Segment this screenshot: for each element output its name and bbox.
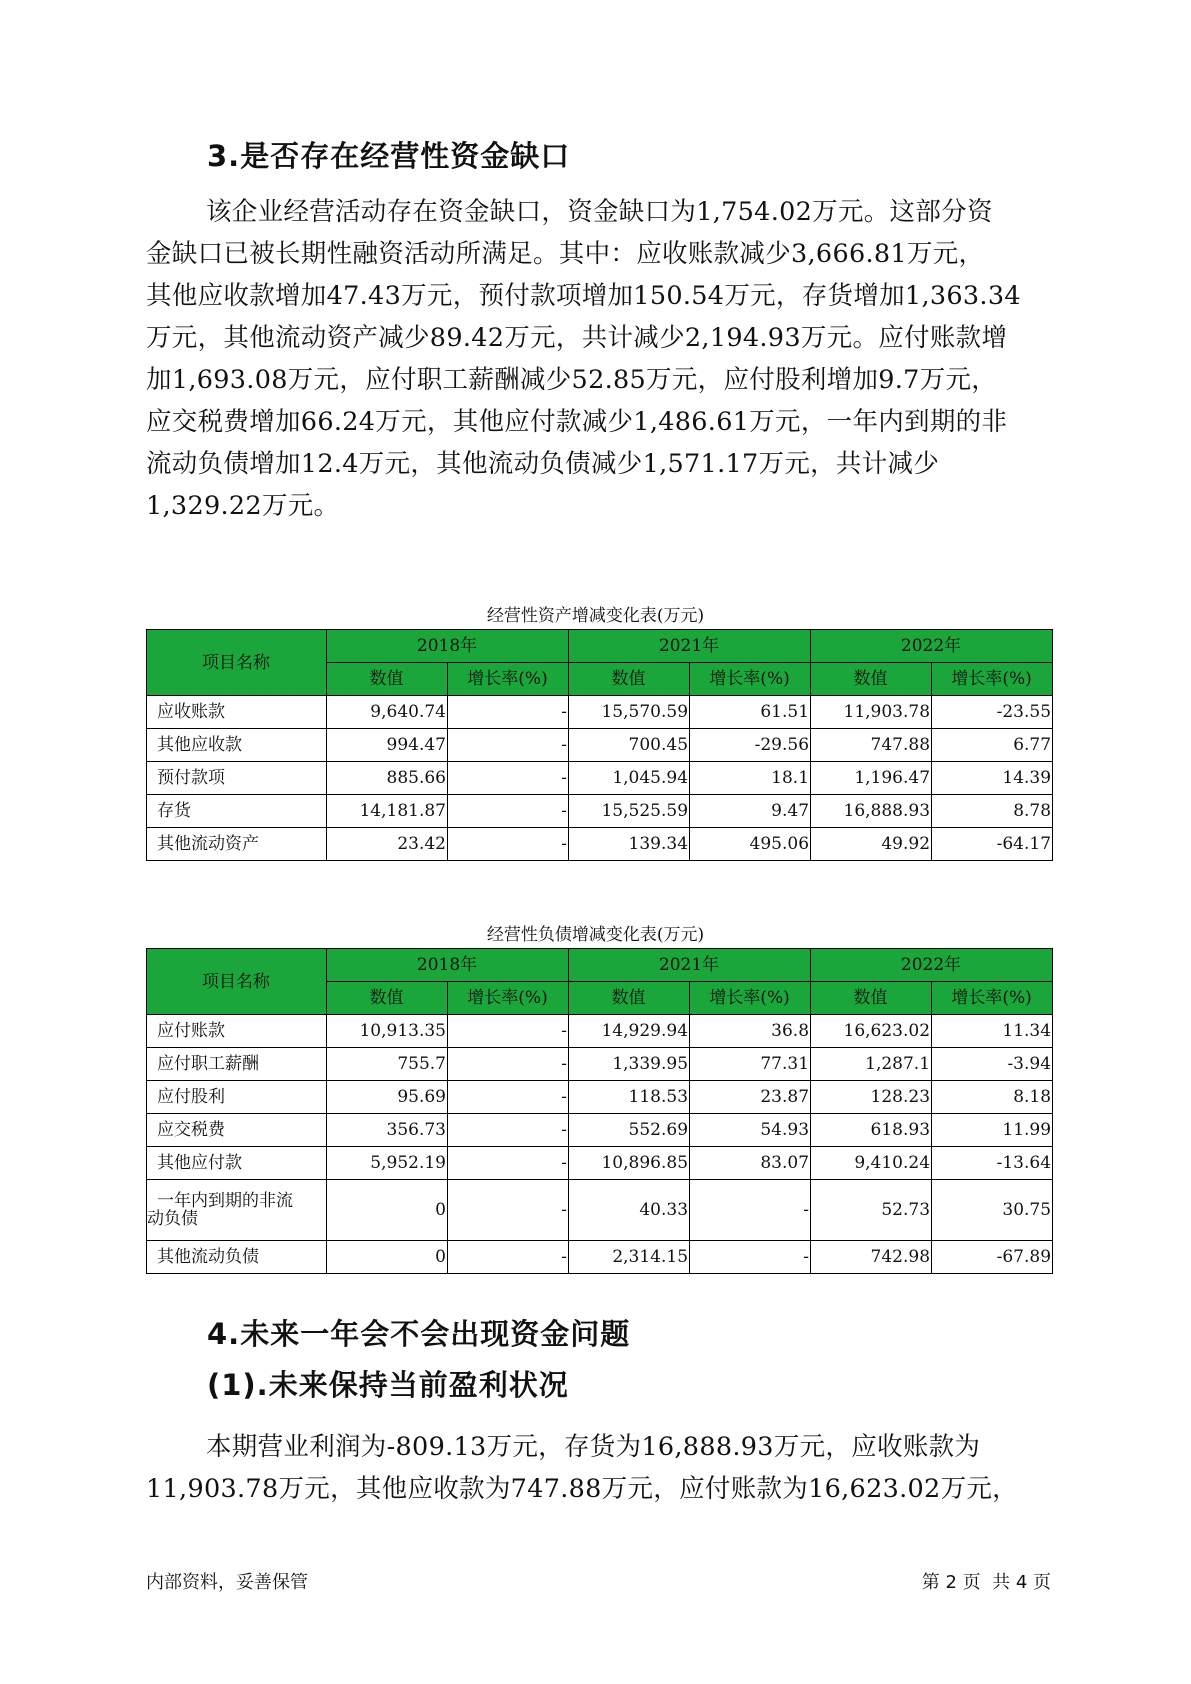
table-header-row: [147, 949, 1053, 982]
table-row: [147, 729, 1053, 762]
table-row: [147, 1081, 1053, 1114]
cell-growth: -: [448, 1114, 569, 1147]
paragraph-line: 加1,693.08万元，应付职工薪酬减少52.85万元，应付股利增加9.7万元，: [146, 365, 998, 395]
cell-value: 49.92: [811, 828, 932, 861]
paragraph-line: 本期营业利润为-809.13万元，存货为16,888.93万元，应收账款为: [206, 1432, 981, 1462]
header-growth: 增长率(%): [690, 982, 811, 1015]
assets-table: [146, 629, 1053, 861]
row-name: 其他流动资产: [147, 828, 327, 861]
cell-growth: 14.39: [932, 762, 1053, 795]
cell-growth: 61.51: [690, 696, 811, 729]
cell-growth: -29.56: [690, 729, 811, 762]
cell-value: 9,410.24: [811, 1147, 932, 1180]
row-name: 存货: [147, 795, 327, 828]
table-row: [147, 1015, 1053, 1048]
header-value: 数值: [327, 982, 448, 1015]
footer-confidential-note: 内部资料，妥善保管: [146, 1572, 308, 1593]
header-year: 2022年: [811, 630, 1053, 663]
section-4-paragraph: [146, 1426, 1046, 1510]
table-row: [147, 1180, 1053, 1241]
cell-value: 0: [327, 1241, 448, 1274]
header-growth: 增长率(%): [690, 663, 811, 696]
cell-value: 700.45: [569, 729, 690, 762]
cell-growth: 11.99: [932, 1114, 1053, 1147]
cell-growth: 18.1: [690, 762, 811, 795]
cell-value: 0: [327, 1180, 448, 1241]
cell-value: 16,623.02: [811, 1015, 932, 1048]
cell-growth: -64.17: [932, 828, 1053, 861]
cell-value: 1,339.95: [569, 1048, 690, 1081]
table-row: [147, 1241, 1053, 1274]
cell-value: 11,903.78: [811, 696, 932, 729]
cell-growth: -23.55: [932, 696, 1053, 729]
cell-value: 1,287.1: [811, 1048, 932, 1081]
cell-value: 15,570.59: [569, 696, 690, 729]
paragraph-line: 金缺口已被长期性融资活动所满足。其中：应收账款减少3,666.81万元，: [146, 239, 985, 269]
cell-growth: 11.34: [932, 1015, 1053, 1048]
cell-growth: 54.93: [690, 1114, 811, 1147]
section-3-paragraph: [146, 191, 1046, 527]
cell-value: 1,045.94: [569, 762, 690, 795]
table-row: [147, 795, 1053, 828]
cell-growth: 8.18: [932, 1081, 1053, 1114]
paragraph-line: 11,903.78万元，其他应收款为747.88万元，应付账款为16,623.02万元，: [146, 1474, 1018, 1504]
cell-growth: -: [448, 696, 569, 729]
cell-value: 14,181.87: [327, 795, 448, 828]
cell-value: 95.69: [327, 1081, 448, 1114]
row-name: 其他应付款: [147, 1147, 327, 1180]
cell-value: 618.93: [811, 1114, 932, 1147]
cell-growth: 495.06: [690, 828, 811, 861]
cell-growth: 23.87: [690, 1081, 811, 1114]
row-name: 其他流动负债: [147, 1241, 327, 1274]
cell-growth: -: [448, 828, 569, 861]
liabilities-table: [146, 948, 1053, 1274]
paragraph-line: 该企业经营活动存在资金缺口，资金缺口为1,754.02万元。这部分资: [206, 197, 993, 227]
cell-value: 52.73: [811, 1180, 932, 1241]
header-year: 2022年: [811, 949, 1053, 982]
cell-growth: -: [690, 1180, 811, 1241]
cell-value: 128.23: [811, 1081, 932, 1114]
table-row: [147, 828, 1053, 861]
cell-value: 747.88: [811, 729, 932, 762]
header-growth: 增长率(%): [448, 663, 569, 696]
cell-value: 15,525.59: [569, 795, 690, 828]
section-4-heading: 4.未来一年会不会出现资金问题: [207, 1317, 631, 1351]
header-growth: 增长率(%): [448, 982, 569, 1015]
assets-table-caption: 经营性资产增减变化表(万元): [486, 606, 705, 626]
cell-growth: -13.64: [932, 1147, 1053, 1180]
cell-growth: -: [690, 1241, 811, 1274]
cell-value: 755.7: [327, 1048, 448, 1081]
cell-growth: -: [448, 1048, 569, 1081]
header-value: 数值: [327, 663, 448, 696]
cell-value: 885.66: [327, 762, 448, 795]
cell-growth: 83.07: [690, 1147, 811, 1180]
row-name: 其他应收款: [147, 729, 327, 762]
cell-growth: 8.78: [932, 795, 1053, 828]
header-growth: 增长率(%): [932, 982, 1053, 1015]
header-year: 2021年: [569, 949, 811, 982]
cell-growth: -: [448, 1241, 569, 1274]
header-value: 数值: [811, 663, 932, 696]
paragraph-line: 应交税费增加66.24万元，其他应付款减少1,486.61万元，一年内到期的非: [146, 407, 1008, 437]
cell-value: 1,196.47: [811, 762, 932, 795]
row-name: 应付股利: [147, 1081, 327, 1114]
cell-growth: -: [448, 1147, 569, 1180]
table-row: [147, 1048, 1053, 1081]
cell-value: 552.69: [569, 1114, 690, 1147]
cell-value: 118.53: [569, 1081, 690, 1114]
cell-value: 139.34: [569, 828, 690, 861]
row-name: 应付职工薪酬: [147, 1048, 327, 1081]
row-name-line: 动负债: [147, 1209, 198, 1229]
header-item-name: 项目名称: [147, 949, 327, 1015]
paragraph-line: 万元，其他流动资产减少89.42万元，共计减少2,194.93万元。应付账款增: [146, 323, 1008, 353]
cell-growth: -: [448, 762, 569, 795]
cell-growth: -: [448, 1180, 569, 1241]
section-3-heading: 3.是否存在经营性资金缺口: [207, 139, 571, 173]
row-name: 应收账款: [147, 696, 327, 729]
row-name: 预付款项: [147, 762, 327, 795]
header-item-name: 项目名称: [147, 630, 327, 696]
cell-value: 2,314.15: [569, 1241, 690, 1274]
cell-value: 16,888.93: [811, 795, 932, 828]
cell-growth: 30.75: [932, 1180, 1053, 1241]
cell-value: 14,929.94: [569, 1015, 690, 1048]
cell-growth: 36.8: [690, 1015, 811, 1048]
row-name: 应交税费: [147, 1114, 327, 1147]
cell-growth: -: [448, 1015, 569, 1048]
table-row: [147, 1114, 1053, 1147]
cell-growth: -: [448, 729, 569, 762]
cell-growth: 77.31: [690, 1048, 811, 1081]
table-header-row: [147, 630, 1053, 663]
cell-growth: -67.89: [932, 1241, 1053, 1274]
header-value: 数值: [569, 982, 690, 1015]
cell-value: 9,640.74: [327, 696, 448, 729]
paragraph-line: 其他应收款增加47.43万元，预付款项增加150.54万元，存货增加1,363.34: [146, 281, 1021, 311]
cell-growth: -3.94: [932, 1048, 1053, 1081]
table-row: [147, 762, 1053, 795]
row-name-line: 一年内到期的非流: [157, 1191, 293, 1211]
header-growth: 增长率(%): [932, 663, 1053, 696]
cell-growth: -: [448, 795, 569, 828]
cell-growth: 9.47: [690, 795, 811, 828]
cell-value: 994.47: [327, 729, 448, 762]
footer-page-number: 第 2 页 共 4 页: [921, 1572, 1051, 1593]
header-year: 2018年: [327, 949, 569, 982]
table-row: [147, 1147, 1053, 1180]
row-name: 应付账款: [147, 1015, 327, 1048]
cell-value: 10,913.35: [327, 1015, 448, 1048]
cell-value: 40.33: [569, 1180, 690, 1241]
liabilities-table-caption: 经营性负债增减变化表(万元): [486, 925, 705, 945]
cell-value: 5,952.19: [327, 1147, 448, 1180]
cell-growth: 6.77: [932, 729, 1053, 762]
header-year: 2018年: [327, 630, 569, 663]
cell-value: 23.42: [327, 828, 448, 861]
row-name: [147, 1180, 327, 1241]
cell-value: 356.73: [327, 1114, 448, 1147]
cell-value: 10,896.85: [569, 1147, 690, 1180]
cell-value: 742.98: [811, 1241, 932, 1274]
section-4-subheading: (1).未来保持当前盈利状况: [207, 1368, 569, 1402]
paragraph-line: 流动负债增加12.4万元，其他流动负债减少1,571.17万元，共计减少: [146, 449, 940, 479]
table-row: [147, 696, 1053, 729]
paragraph-line: 1,329.22万元。: [146, 491, 340, 521]
header-year: 2021年: [569, 630, 811, 663]
header-value: 数值: [811, 982, 932, 1015]
cell-growth: -: [448, 1081, 569, 1114]
header-value: 数值: [569, 663, 690, 696]
